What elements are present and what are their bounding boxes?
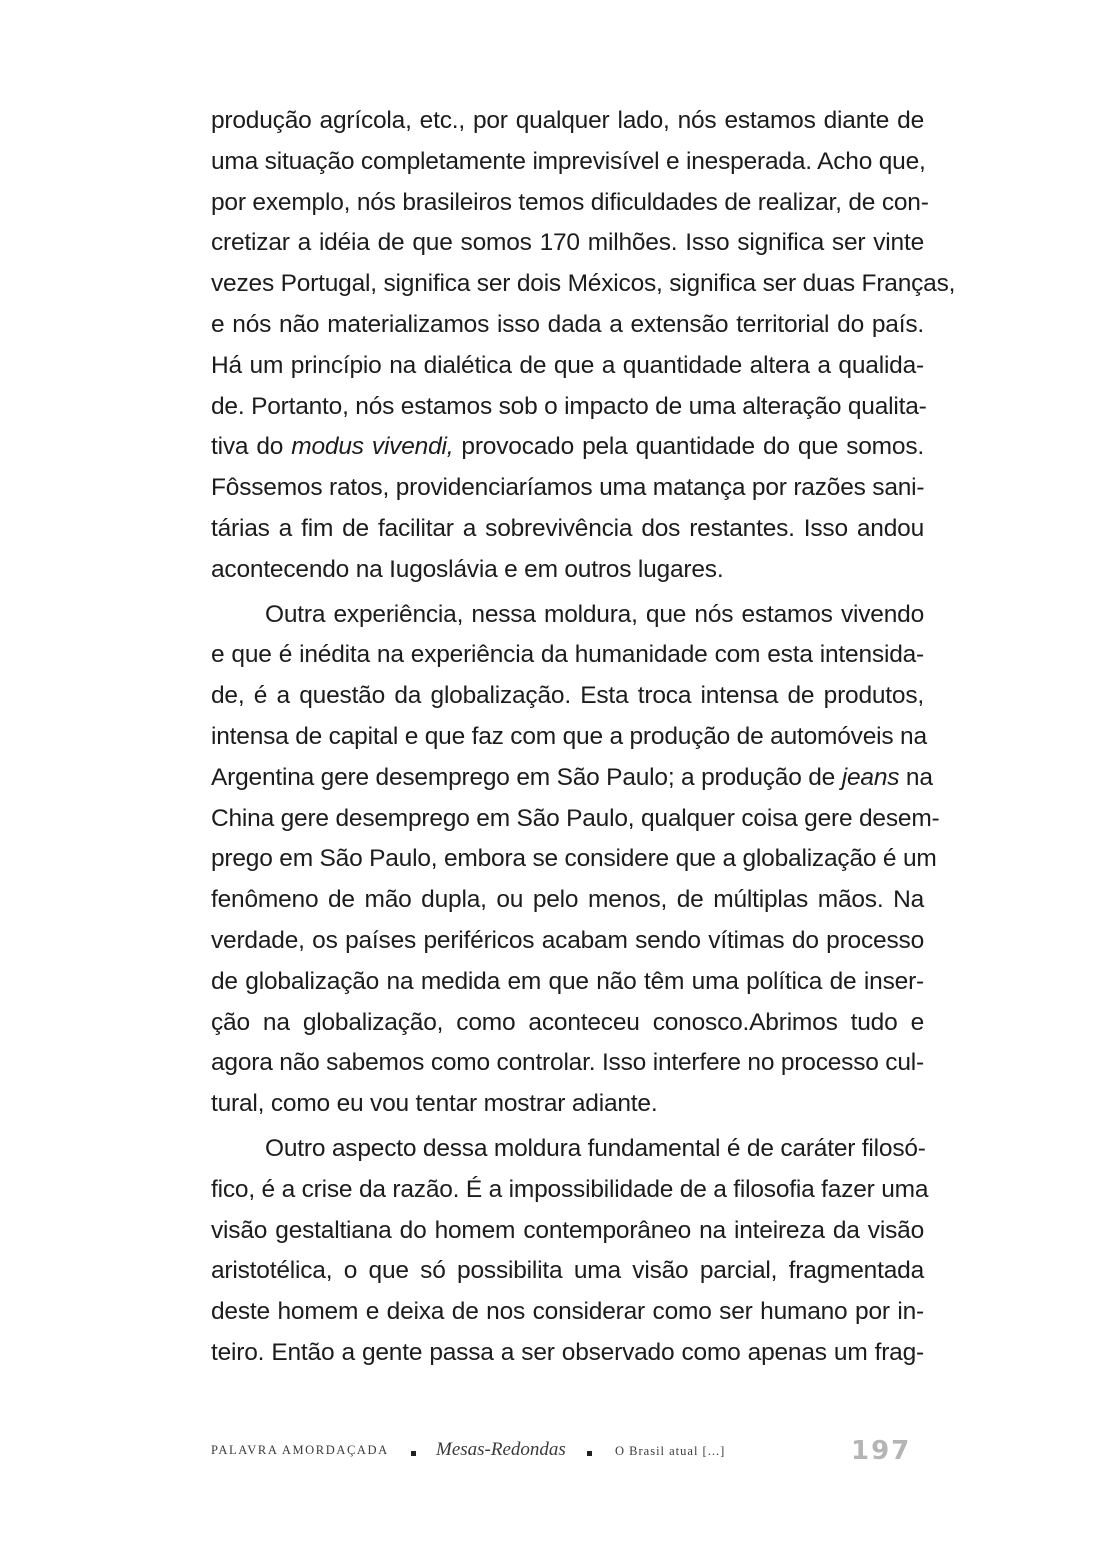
- footer-bullet-icon: [587, 1451, 592, 1456]
- text-line: verdade, os países periféricos acabam sendo vítimas do processo: [211, 926, 924, 954]
- text-line: teiro. Então a gente passa a ser observado como apenas um frag-: [211, 1338, 924, 1366]
- text-line: Outro aspecto dessa moldura fundamental é de caráter filosó-: [265, 1134, 926, 1162]
- paragraph: [211, 101, 956, 591]
- text-line: fenômeno de mão dupla, ou pelo menos, de múltiplas mãos. Na: [211, 886, 924, 914]
- text-line: e que é inédita na experiência da humanidade com esta intensida-: [211, 641, 924, 669]
- paragraph: [211, 595, 940, 1125]
- text-line: China gere desemprego em São Paulo, qualquer coisa gere desem-: [211, 804, 940, 832]
- running-footer: [211, 1436, 931, 1470]
- text-line: intensa de capital e que faz com que a produção de automóveis na: [211, 722, 927, 750]
- text-line: por exemplo, nós brasileiros temos dificuldades de realizar, de con-: [211, 188, 929, 216]
- text-line: uma situação completamente imprevisível e inesperada. Acho que,: [211, 147, 926, 175]
- text-line: de, é a questão da globalização. Esta troca intensa de produtos,: [211, 682, 924, 710]
- text-line: produção agrícola, etc., por qualquer lado, nós estamos diante de: [211, 107, 924, 134]
- paragraph: [211, 1129, 929, 1374]
- text-line: agora não sabemos como controlar. Isso interfere no processo cul-: [211, 1049, 924, 1077]
- footer-bullet-icon: [411, 1451, 416, 1456]
- page-body-text: [211, 101, 956, 1374]
- text-line: prego em São Paulo, embora se considere que a globalização é um: [211, 845, 937, 873]
- text-line: deste homem e deixa de nos considerar como ser humano por in-: [211, 1298, 924, 1326]
- text-line: cretizar a idéia de que somos 170 milhões. Isso significa ser vinte: [211, 229, 924, 257]
- footer-book-title: PALAVRA AMORDAÇADA: [211, 1443, 389, 1457]
- text-line: acontecendo na Iugoslávia e em outros lugares.: [211, 555, 724, 583]
- text-line: de. Portanto, nós estamos sob o impacto de uma alteração qualita-: [211, 392, 927, 420]
- text-line: visão gestaltiana do homem contemporâneo na inteireza da visão: [211, 1216, 924, 1244]
- text-line: tural, como eu vou tentar mostrar adiante.: [211, 1090, 658, 1118]
- text-line: Outra experiência, nessa moldura, que nós estamos vivendo: [265, 600, 924, 628]
- text-line: aristotélica, o que só possibilita uma visão parcial, fragmentada: [211, 1257, 924, 1285]
- text-line: Fôssemos ratos, providenciaríamos uma matança por razões sani-: [211, 474, 925, 502]
- text-line: Argentina gere desemprego em São Paulo; a produção de jeans na: [211, 763, 933, 791]
- footer-series-title: Mesas-Redondas: [436, 1439, 566, 1460]
- text-line: de globalização na medida em que não têm uma política de inser-: [211, 967, 924, 995]
- text-line: tiva do modus vivendi, provocado pela quantidade do que somos.: [211, 433, 924, 461]
- text-line: Há um princípio na dialética de que a quantidade altera a qualida-: [211, 351, 924, 379]
- page-number: 197: [851, 1436, 912, 1466]
- text-line: tárias a fim de facilitar a sobrevivência dos restantes. Isso andou: [211, 514, 924, 542]
- footer-chapter-title: O Brasil atual [...]: [615, 1444, 726, 1458]
- text-line: fico, é a crise da razão. É a impossibilidade de a filosofia fazer uma: [211, 1175, 929, 1203]
- text-line: e nós não materializamos isso dada a extensão territorial do país.: [211, 310, 924, 338]
- text-line: ção na globalização, como aconteceu conosco.Abrimos tudo e: [211, 1008, 924, 1036]
- text-line: vezes Portugal, significa ser dois Méxicos, significa ser duas Franças,: [211, 270, 956, 298]
